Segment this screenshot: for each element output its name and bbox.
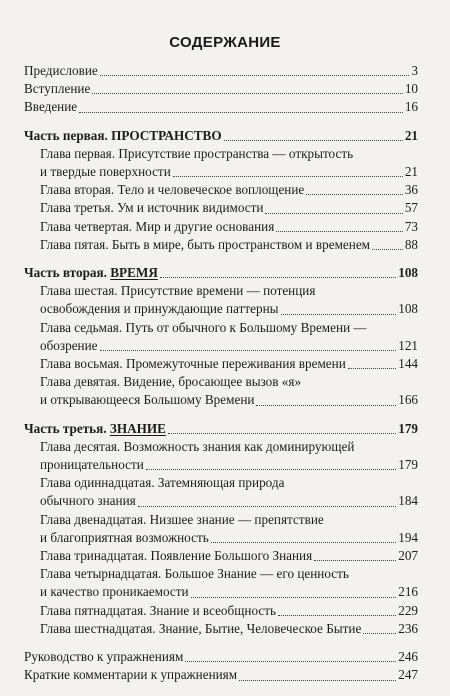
chapter-entry-page-number: 121 — [398, 337, 418, 353]
chapter-entry-leader — [191, 597, 397, 598]
toc-entry-page-number: 16 — [404, 99, 418, 115]
chapter-entry-title: проницательности — [40, 457, 144, 473]
part-page-number: 179 — [398, 420, 418, 436]
chapter-entry-leader — [278, 615, 396, 616]
chapter-title-line: Глава десятая. Возможность знания как доминирующей — [40, 438, 355, 454]
chapter-entry-leader — [314, 560, 396, 561]
page-title: СОДЕРЖАНИЕ — [169, 34, 281, 51]
chapter-entry — [40, 300, 418, 318]
chapter-entry — [40, 583, 418, 601]
chapter-entry — [24, 547, 418, 565]
chapter-entry-page-number: 207 — [398, 548, 418, 564]
part-page-number: 108 — [398, 265, 418, 281]
chapter-entry-leader — [265, 213, 402, 214]
chapter-entry — [24, 236, 418, 254]
chapter-entry-title: и качество проникаемости — [40, 584, 189, 600]
chapter-entry — [24, 474, 418, 510]
chapter-title-line: Глава двенадцатая. Низшее знание — препятствие — [40, 511, 324, 527]
chapter-entry — [40, 163, 418, 181]
part-label: Часть третья. — [24, 420, 107, 436]
chapter-entry — [24, 181, 418, 199]
chapter-entry — [40, 337, 418, 355]
part-heading-title — [24, 127, 222, 145]
chapter-entry — [40, 218, 418, 236]
chapter-entry-page-number: 194 — [398, 529, 418, 545]
chapter-entry — [40, 391, 418, 409]
chapter-entry-page-number: 57 — [404, 200, 418, 216]
part-heading-leader — [224, 140, 403, 141]
chapter-entry-leader — [348, 368, 396, 369]
toc-entry — [24, 80, 418, 98]
toc-entry-title: Вступление — [24, 81, 91, 97]
chapter-entry-page-number: 73 — [404, 218, 418, 234]
chapter-entry-page-number: 216 — [398, 584, 418, 600]
part-name: ЗНАНИЕ — [109, 420, 166, 436]
chapter-entry-title: Глава пятая. Быть в мире, быть пространством и временем — [40, 236, 371, 252]
toc-entry-page-number: 3 — [411, 63, 418, 78]
chapter-entry-leader — [146, 469, 396, 470]
chapter-title-line: Глава седьмая. Путь от обычного к Большому Времени — — [40, 319, 367, 335]
chapter-entry — [24, 199, 418, 217]
chapter-title-line: Глава одиннадцатая. Затемняющая природа — [40, 475, 285, 491]
chapter-entry-title: обозрение — [40, 337, 98, 353]
toc-entry — [24, 62, 418, 80]
toc-entry-leader — [92, 93, 403, 94]
back-entry-page-number: 247 — [398, 667, 418, 683]
toc-entry — [24, 80, 418, 98]
back-entry-page-number: 246 — [398, 649, 418, 665]
chapter-entry-page-number: 179 — [398, 457, 418, 473]
chapter-title-line: Глава шестая. Присутствие времени — потенция — [40, 283, 316, 299]
chapter-entry-leader — [138, 506, 397, 507]
chapter-entry-page-number: 88 — [404, 236, 418, 252]
toc-entry-leader — [100, 75, 410, 76]
chapter-entry — [40, 456, 418, 474]
back-matter — [24, 648, 418, 684]
chapter-entry-title: Глава четвертая. Мир и другие основания — [40, 218, 275, 234]
back-entry-title: Краткие комментарии к упражнениям — [24, 667, 238, 683]
chapter-entry-leader — [173, 176, 403, 177]
chapter-entry — [40, 602, 418, 620]
back-entry — [24, 666, 418, 684]
chapter-entry-leader — [256, 405, 396, 406]
chapter-entry-page-number: 166 — [398, 392, 418, 408]
chapter-entry — [40, 547, 418, 565]
chapter-entry-title: Глава вторая. Тело и человеческое воплощение — [40, 182, 305, 198]
chapter-entry — [40, 236, 418, 254]
toc-entry — [24, 98, 418, 116]
back-entry-title: Руководство к упражнениям — [24, 649, 184, 665]
part-name: ВРЕМЯ — [110, 265, 158, 281]
chapter-entry-title: и открывающееся Большому Времени — [40, 392, 255, 408]
chapter-entry — [24, 565, 418, 601]
table-of-contents — [24, 62, 418, 685]
chapter-entry-leader — [306, 194, 403, 195]
chapter-entry-leader — [363, 633, 396, 634]
part-label: Часть вторая. — [24, 265, 107, 281]
chapter-entry — [40, 620, 418, 638]
chapter-entry — [24, 511, 418, 547]
chapter-entry — [24, 602, 418, 620]
toc-entry-title: Введение — [24, 99, 78, 115]
back-entry — [24, 648, 418, 666]
chapter-entry-title: Глава третья. Ум и источник видимости — [40, 200, 264, 216]
chapter-title-line: Глава первая. Присутствие пространства — открытость — [40, 145, 354, 161]
chapter-entry — [40, 492, 418, 510]
toc-entry-page-number: 10 — [404, 81, 418, 97]
chapter-title-line: Глава девятая. Видение, бросающее вызов «я» — [40, 374, 302, 390]
part-page-number: 21 — [404, 127, 418, 143]
chapter-entry-page-number: 36 — [404, 182, 418, 198]
chapter-entry-page-number: 144 — [398, 356, 418, 372]
chapter-entry-title: Глава восьмая. Промежуточные переживания времени — [40, 356, 346, 372]
back-entry — [24, 666, 418, 684]
part-heading-row — [24, 420, 418, 438]
chapter-entry — [24, 438, 418, 474]
part-heading-leader — [168, 433, 396, 434]
part-heading-leader — [160, 277, 396, 278]
back-entry-leader — [185, 661, 396, 662]
part-name: ПРОСТРАНСТВО — [111, 127, 222, 143]
chapter-entry-title: Глава тринадцатая. Появление Большого Знания — [40, 548, 313, 564]
back-entry — [24, 648, 418, 666]
chapter-entry-leader — [281, 314, 397, 315]
part-heading — [24, 264, 418, 282]
chapter-entry — [24, 282, 418, 318]
chapter-entry — [24, 218, 418, 236]
chapter-entry — [40, 355, 418, 373]
chapter-entry-page-number: 229 — [398, 602, 418, 618]
chapter-entry — [40, 529, 418, 547]
part-heading-title — [24, 264, 158, 282]
chapter-entry — [24, 373, 418, 409]
chapter-entry-title: Глава шестнадцатая. Знание, Бытие, Человеческое Бытие — [40, 620, 362, 636]
toc-entry — [24, 98, 418, 116]
chapter-entry — [40, 199, 418, 217]
toc-entry — [24, 62, 418, 80]
part-heading-row — [24, 127, 418, 145]
back-entry-leader — [239, 680, 396, 681]
chapter-entry-leader — [100, 350, 397, 351]
chapter-entry — [40, 181, 418, 199]
chapter-entry-page-number: 184 — [398, 493, 418, 509]
chapter-entry-title: освобождения и принуждающие паттерны — [40, 301, 279, 317]
toc-entry-title: Предисловие — [24, 63, 98, 78]
part-heading-title — [24, 420, 166, 438]
chapter-entry — [24, 145, 418, 181]
chapter-entry-title: обычного знания — [40, 493, 136, 509]
part-heading — [24, 127, 418, 145]
chapter-entry — [24, 620, 418, 638]
chapter-entry-title: и твердые поверхности — [40, 164, 171, 180]
chapter-entry-title: и благоприятная возможность — [40, 529, 209, 545]
chapter-entry-page-number: 21 — [404, 164, 418, 180]
part-heading-row — [24, 264, 418, 282]
chapter-entry — [24, 355, 418, 373]
chapter-entry-leader — [211, 542, 396, 543]
chapter-entry-page-number: 108 — [398, 301, 418, 317]
part-label: Часть первая. — [24, 127, 108, 143]
chapter-entry-leader — [372, 249, 403, 250]
toc-entry-leader — [79, 112, 403, 113]
chapter-entry-title: Глава пятнадцатая. Знание и всеобщность — [40, 602, 277, 618]
chapter-entry-leader — [276, 231, 403, 232]
chapter-entry-page-number: 236 — [398, 620, 418, 636]
part-heading — [24, 420, 418, 438]
chapter-title-line: Глава четырнадцатая. Большое Знание — его ценность — [40, 566, 349, 582]
chapter-entry — [24, 319, 418, 355]
